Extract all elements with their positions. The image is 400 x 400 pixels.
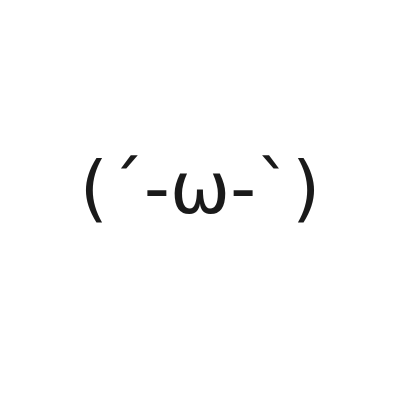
kaomoji-text: (´-ω-`): [79, 146, 321, 230]
